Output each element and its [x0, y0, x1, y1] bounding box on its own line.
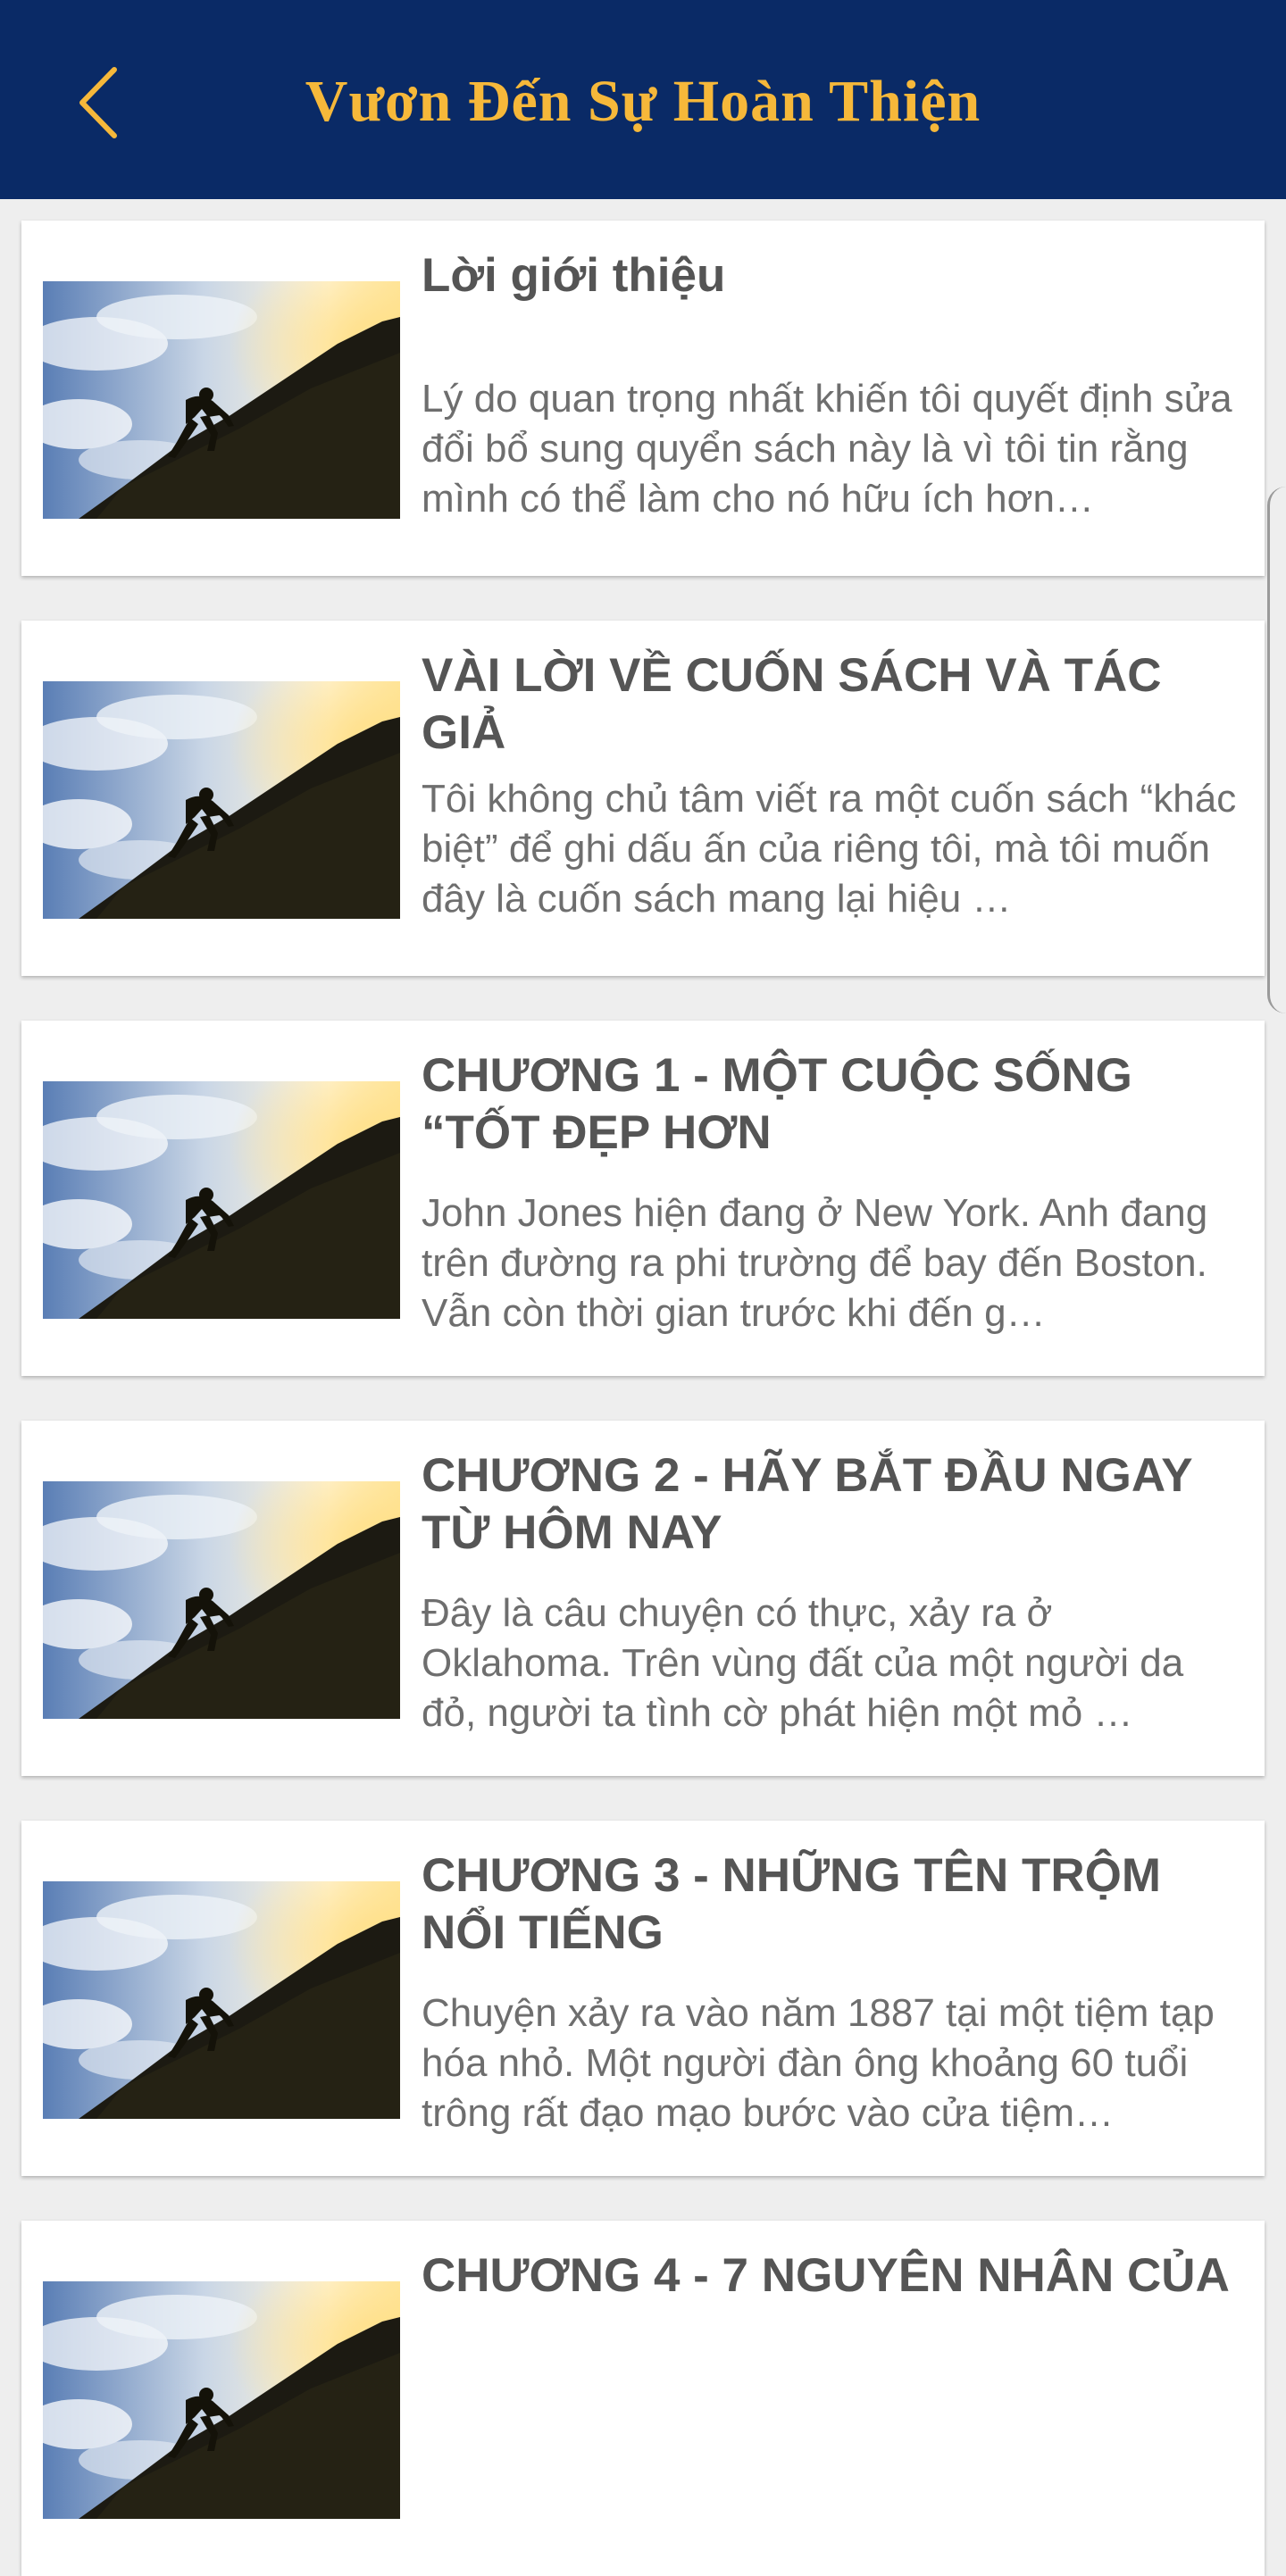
list-item[interactable]	[21, 221, 1265, 576]
app-header	[0, 0, 1286, 199]
list-item[interactable]	[21, 621, 1265, 976]
chapter-description: Chuyện xảy ra vào năm 1887 tại một tiệm tạp hóa nhỏ. Một người đàn ông khoảng 60 tuổi trông rất đạo mạo bước vào cửa tiệm…	[422, 1991, 1215, 2135]
chapter-title: CHƯƠNG 2 - HÃY BẮT ĐẦU NGAY TỪ HÔM NAY	[422, 1449, 1192, 1559]
chapter-title: CHƯƠNG 3 - NHỮNG TÊN TRỘM NỔI TIẾNG	[422, 1849, 1162, 1959]
chapter-title: Lời giới thiệu	[422, 249, 726, 302]
chapter-thumbnail	[43, 1081, 400, 1319]
chapter-thumbnail	[43, 1481, 400, 1719]
chapter-thumbnail	[43, 281, 400, 519]
chapter-description: John Jones hiện đang ở New York. Anh đang trên đường ra phi trường để bay đến Boston. Vẫn còn thời gian trước khi đến g…	[422, 1191, 1208, 1335]
list-item[interactable]	[21, 2221, 1265, 2576]
chapter-thumbnail	[43, 681, 400, 919]
chapter-title: VÀI LỜI VỀ CUỐN SÁCH VÀ TÁC GIẢ	[422, 649, 1162, 759]
list-item[interactable]	[21, 1821, 1265, 2176]
chapter-description: Tôi không chủ tâm viết ra một cuốn sách “khác biệt” để ghi dấu ấn của riêng tôi, mà tôi muốn đây là cuốn sách mang lại hiệu …	[422, 777, 1237, 921]
list-item[interactable]	[21, 1021, 1265, 1376]
chapter-thumbnail	[43, 1881, 400, 2119]
chapter-thumbnail	[43, 2281, 400, 2519]
chevron-left-icon	[70, 63, 141, 143]
chapter-description: Lý do quan trọng nhất khiến tôi quyết định sửa đổi bổ sung quyển sách này là vì tôi tin rằng mình có thể làm cho nó hữu ích hơn…	[422, 377, 1232, 521]
chapter-title: CHƯƠNG 1 - MỘT CUỘC SỐNG “TỐT ĐẸP HƠN	[422, 1049, 1132, 1159]
list-item[interactable]	[21, 1421, 1265, 1776]
page-title: Vươn Đến Sự Hoàn Thiện	[305, 68, 981, 134]
chapter-title: CHƯƠNG 4 - 7 NGUYÊN NHÂN CỦA	[422, 2249, 1230, 2302]
chapter-description: Đây là câu chuyện có thực, xảy ra ở Oklahoma. Trên vùng đất của một người da đỏ, người ta tình cờ phát hiện một mỏ …	[422, 1591, 1184, 1735]
scrollbar[interactable]	[1267, 487, 1286, 1013]
back-button[interactable]	[70, 63, 141, 143]
